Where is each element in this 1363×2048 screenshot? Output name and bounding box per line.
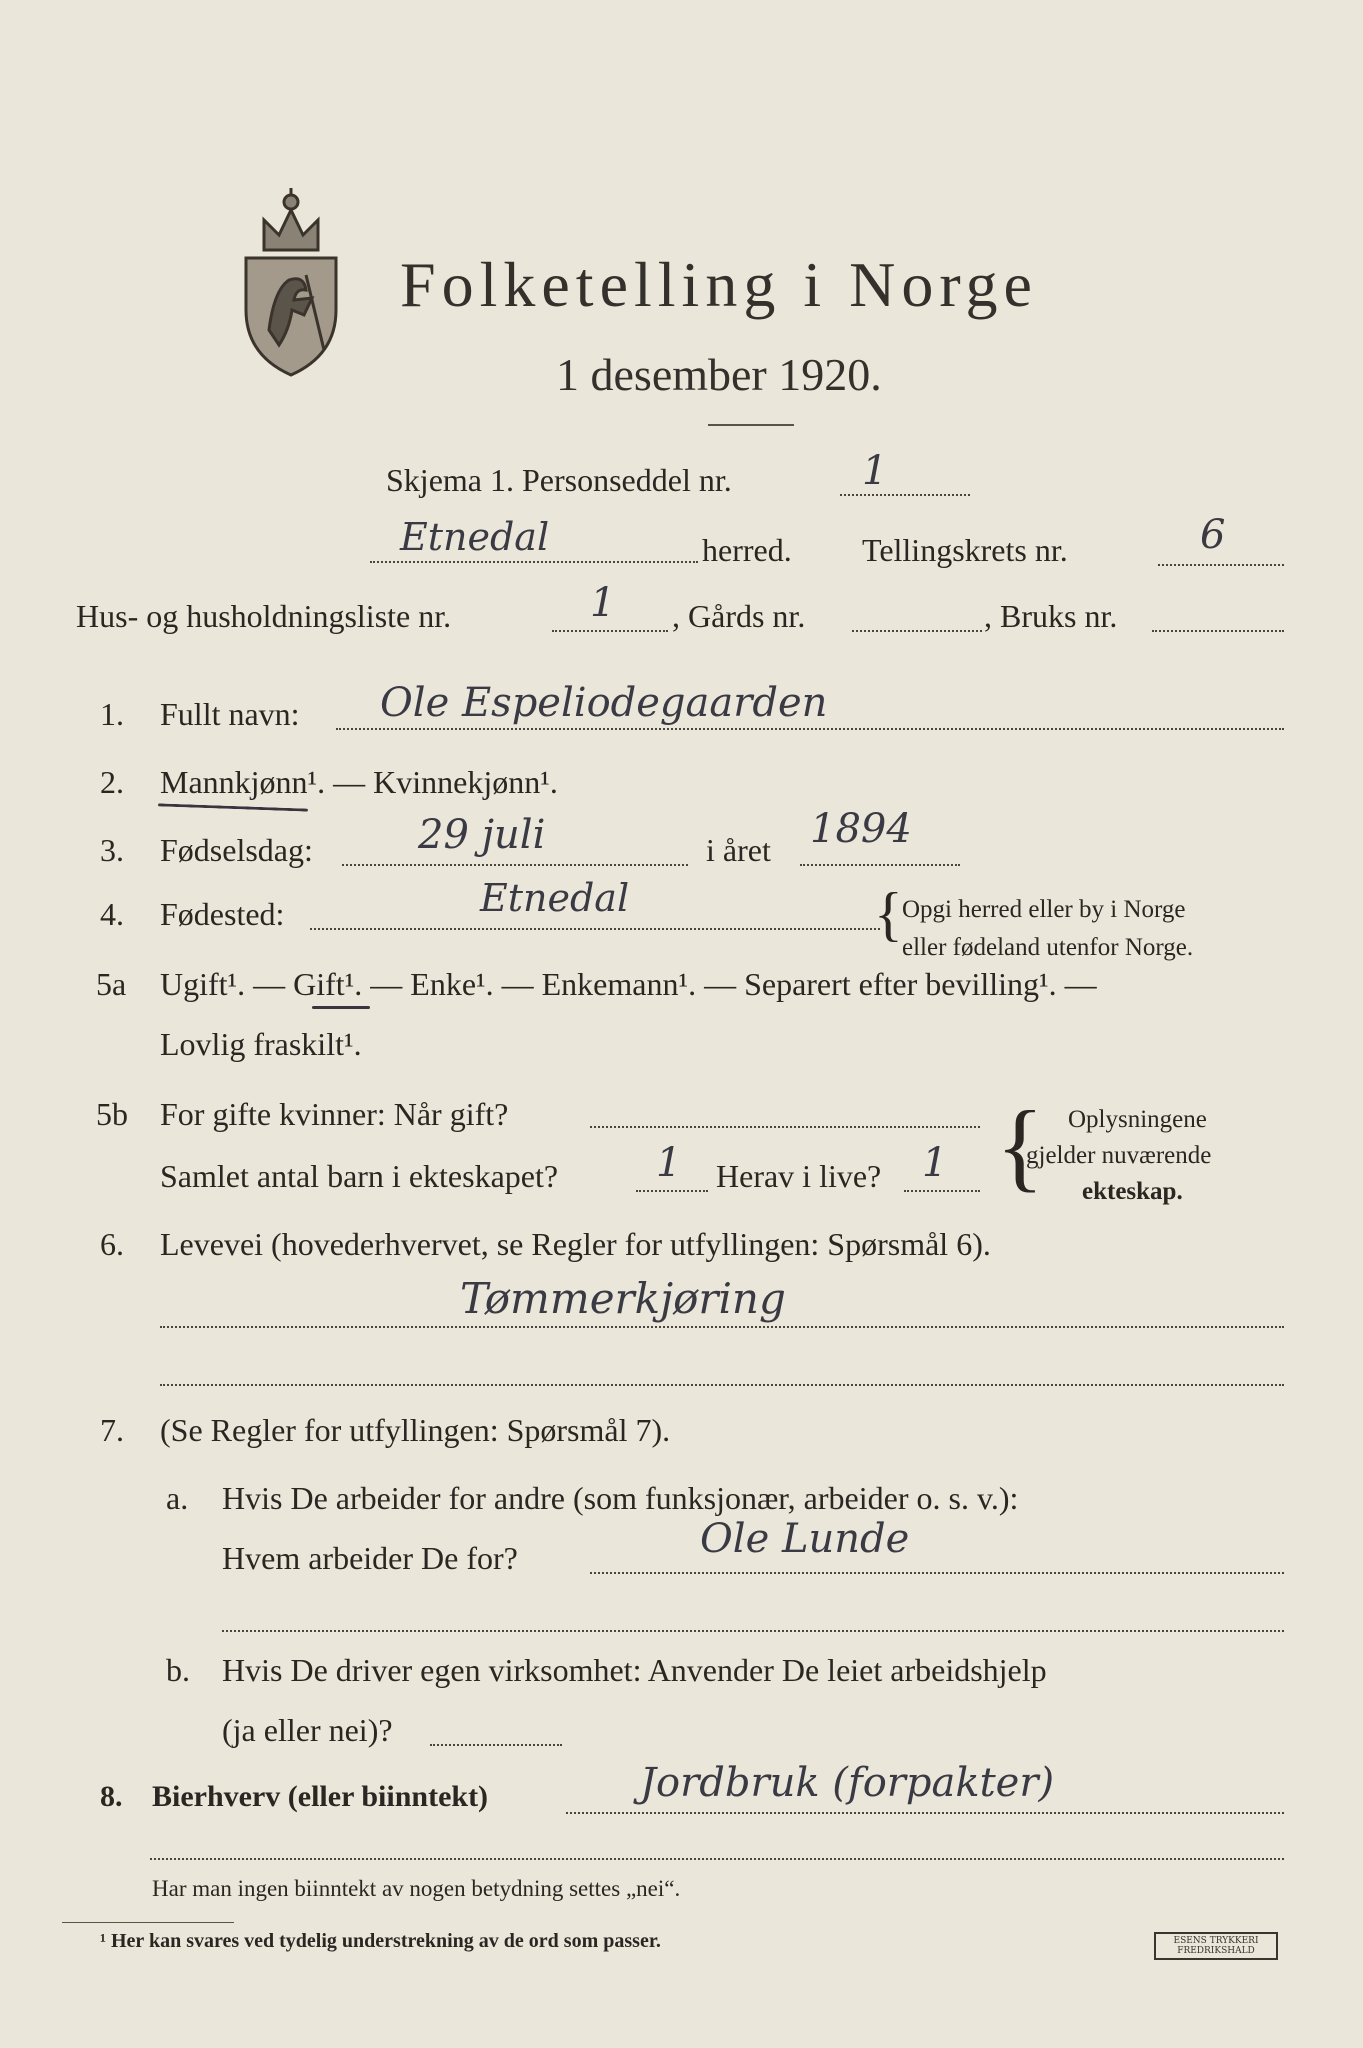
bruks-label: , Bruks nr. [984, 598, 1118, 634]
q5b-married-field-line [590, 1126, 980, 1128]
q5a-label: Ugift¹. — Gift¹. — Enke¹. — Enkemann¹. — Separert efter bevilling¹. — [160, 966, 1097, 1002]
census-date: 1 desember 1920. [556, 349, 882, 400]
q7-number: 7. [100, 1412, 124, 1448]
q6-number: 6. [100, 1226, 124, 1262]
q7b-label-line-2: (ja eller nei)? [222, 1712, 393, 1748]
printer-stamp-line-1: ESENS TRYKKERI [1173, 1936, 1259, 1946]
q5b-alive-field-line [904, 1190, 980, 1192]
birth-year-value[interactable]: 1894 [810, 806, 912, 852]
q5a-label-line-2: Lovlig fraskilt¹. [160, 1026, 362, 1062]
q3-year-label: i året [706, 832, 771, 868]
birthplace-value[interactable]: Etnedal [480, 876, 630, 920]
q4-field-line [310, 928, 880, 930]
hus-field-line [552, 630, 668, 632]
footnote-divider [62, 1922, 234, 1923]
occupation-value[interactable]: Tømmerkjøring [460, 1274, 786, 1323]
q3-field-line [342, 864, 688, 866]
q5b-number: 5b [96, 1096, 128, 1132]
q8-label: Bierhverv (eller biinntekt) [152, 1780, 489, 1813]
q1-number: 1. [100, 696, 124, 732]
tellingskrets-label: Tellingskrets nr. [862, 532, 1068, 568]
tellingskrets-nr-value[interactable]: 6 [1200, 512, 1226, 558]
q6-label: Levevei (hovederhvervet, se Regler for utfyllingen: Spørsmål 6). [160, 1226, 991, 1262]
herred-value[interactable]: Etnedal [400, 515, 550, 559]
q3-label: Fødselsdag: [160, 832, 313, 868]
children-count-value[interactable]: 1 [656, 1140, 682, 1186]
bruks-field-line [1152, 630, 1284, 632]
herred-field-line [370, 561, 698, 563]
q3-year-field-line [800, 864, 960, 866]
q6-field-line-2 [160, 1384, 1284, 1386]
q4-note-line-2: eller fødeland utenfor Norge. [902, 934, 1194, 961]
employer-value[interactable]: Ole Lunde [700, 1516, 910, 1562]
personseddel-nr-value[interactable]: 1 [862, 448, 888, 494]
skjema-label: Skjema 1. Personseddel nr. [386, 462, 732, 498]
biinntekt-note: Har man ingen biinntekt av nogen betydning settes „nei“. [152, 1876, 681, 1901]
q1-label: Fullt navn: [160, 696, 300, 732]
q5b-note-line-2: gjelder nuværende [1026, 1142, 1212, 1169]
q4-label: Fødested: [160, 896, 285, 932]
q7a-number: a. [166, 1480, 189, 1516]
q8-field-line-1 [566, 1812, 1284, 1814]
q5b-brace: { [996, 1090, 1044, 1201]
mannkjonn-underline [158, 803, 308, 811]
gards-label: , Gårds nr. [672, 598, 806, 634]
birthdate-value[interactable]: 29 juli [418, 812, 546, 858]
q2-number: 2. [100, 764, 124, 800]
q5b-alive-label: Herav i live? [716, 1158, 882, 1194]
q3-number: 3. [100, 832, 124, 868]
gards-field-line [852, 630, 982, 632]
tellingskrets-field-line [1158, 564, 1284, 566]
title-divider [708, 424, 794, 426]
q4-brace: { [874, 881, 903, 947]
q7-label: (Se Regler for utfyllingen: Spørsmål 7). [160, 1412, 671, 1448]
coat-of-arms-icon [234, 180, 348, 380]
personseddel-field-line [840, 494, 970, 496]
q2-label: Mannkjønn¹. — Kvinnekjønn¹. [160, 764, 558, 800]
footnote-text: ¹ Her kan svares ved tydelig understrekning av de ord som passer. [100, 1930, 661, 1952]
q5b-label: For gifte kvinner: Når gift? [160, 1096, 509, 1132]
q8-number: 8. [100, 1780, 123, 1813]
q6-field-line-1 [160, 1326, 1284, 1328]
hus-nr-value[interactable]: 1 [590, 580, 616, 626]
q5a-number: 5a [96, 966, 127, 1002]
hus-label: Hus- og husholdningsliste nr. [76, 598, 452, 634]
side-occupation-value[interactable]: Jordbruk (forpakter) [640, 1760, 1055, 1806]
q8-field-line-2 [150, 1858, 1284, 1860]
q7a-field-line-1 [590, 1572, 1284, 1574]
q5b-children-field-line [636, 1190, 708, 1192]
q7b-field-line [430, 1744, 562, 1746]
children-alive-value[interactable]: 1 [922, 1140, 948, 1186]
herred-label: herred. [702, 532, 792, 568]
q5b-note-line-3: ekteskap. [1082, 1178, 1183, 1205]
printer-stamp-line-2: FREDRIKSHALD [1177, 1946, 1255, 1956]
q4-note-line-1: Opgi herred eller by i Norge [902, 896, 1186, 923]
q7a-label-line-2: Hvem arbeider De for? [222, 1540, 518, 1576]
q5b-children-label: Samlet antal barn i ekteskapet? [160, 1158, 559, 1194]
gift-underline [312, 1006, 370, 1009]
full-name-value[interactable]: Ole Espeliodegaarden [380, 680, 828, 726]
q1-field-line [336, 728, 1284, 730]
q5b-note-line-1: Oplysningene [1068, 1106, 1207, 1133]
printer-stamp [1154, 1932, 1278, 1960]
form-title: Folketelling i Norge [400, 249, 1038, 320]
q7b-label: Hvis De driver egen virksomhet: Anvender De leiet arbeidshjelp [222, 1652, 1047, 1688]
q7a-label: Hvis De arbeider for andre (som funksjonær, arbeider o. s. v.): [222, 1480, 1019, 1516]
q7a-field-line-2 [222, 1630, 1284, 1632]
q7b-number: b. [166, 1652, 190, 1688]
q4-number: 4. [100, 896, 124, 932]
